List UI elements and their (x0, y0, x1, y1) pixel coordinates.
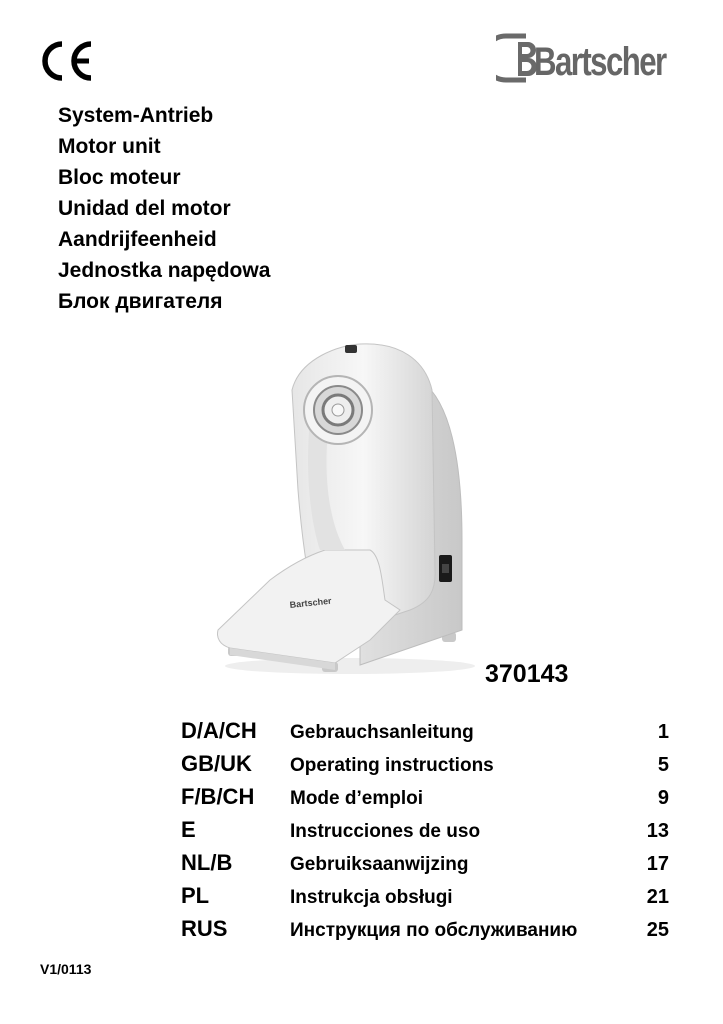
toc-row (181, 881, 671, 914)
product-title-en: Motor unit (58, 135, 161, 158)
toc-region: E (181, 817, 196, 842)
product-title-nl: Aandrijfeenheid (58, 228, 217, 251)
toc-page: 1 (657, 721, 669, 743)
toc-page: 21 (646, 886, 669, 908)
product-title-list (58, 100, 270, 317)
toc-region: NL/B (181, 850, 233, 875)
logo-wordmark: Bartscher (534, 40, 666, 84)
toc-region: D/A/CH (181, 718, 257, 743)
toc-title: Mode d’emploi (290, 788, 423, 809)
toc-title: Инструкция по обслуживанию (290, 920, 578, 941)
ce-mark-icon (38, 40, 96, 82)
toc-page: 13 (646, 820, 669, 842)
toc-region: PL (181, 883, 210, 908)
document-version: V1/0113 (40, 961, 92, 977)
product-title-es: Unidad del motor (58, 197, 231, 220)
toc-page: 9 (657, 787, 669, 809)
product-title-ru: Блок двигателя (58, 290, 223, 313)
toc-row (181, 716, 671, 749)
toc-row (181, 749, 671, 782)
toc-title: Instrukcja obsługi (290, 887, 453, 908)
toc-row (181, 848, 671, 881)
bartscher-logo (496, 28, 676, 88)
toc-page: 25 (646, 919, 669, 941)
toc-row (181, 815, 671, 848)
toc-region: GB/UK (181, 751, 252, 776)
product-badge: Bartscher (289, 595, 333, 610)
product-title-pl: Jednostka napędowa (58, 259, 271, 282)
model-number: 370143 (485, 660, 569, 688)
language-contents-table (181, 716, 671, 947)
toc-region: F/B/CH (181, 784, 255, 809)
toc-region: RUS (181, 916, 228, 941)
product-title-fr: Bloc moteur (58, 166, 181, 189)
motor-unit-image (210, 340, 490, 680)
toc-page: 5 (657, 754, 669, 776)
toc-title: Gebrauchsanleitung (290, 722, 474, 743)
toc-page: 17 (646, 853, 669, 875)
toc-row (181, 914, 671, 947)
toc-title: Gebruiksaanwijzing (290, 854, 469, 875)
product-title-de: System-Antrieb (58, 104, 214, 127)
toc-row (181, 782, 671, 815)
toc-title: Instrucciones de uso (290, 821, 481, 842)
toc-title: Operating instructions (290, 755, 494, 776)
